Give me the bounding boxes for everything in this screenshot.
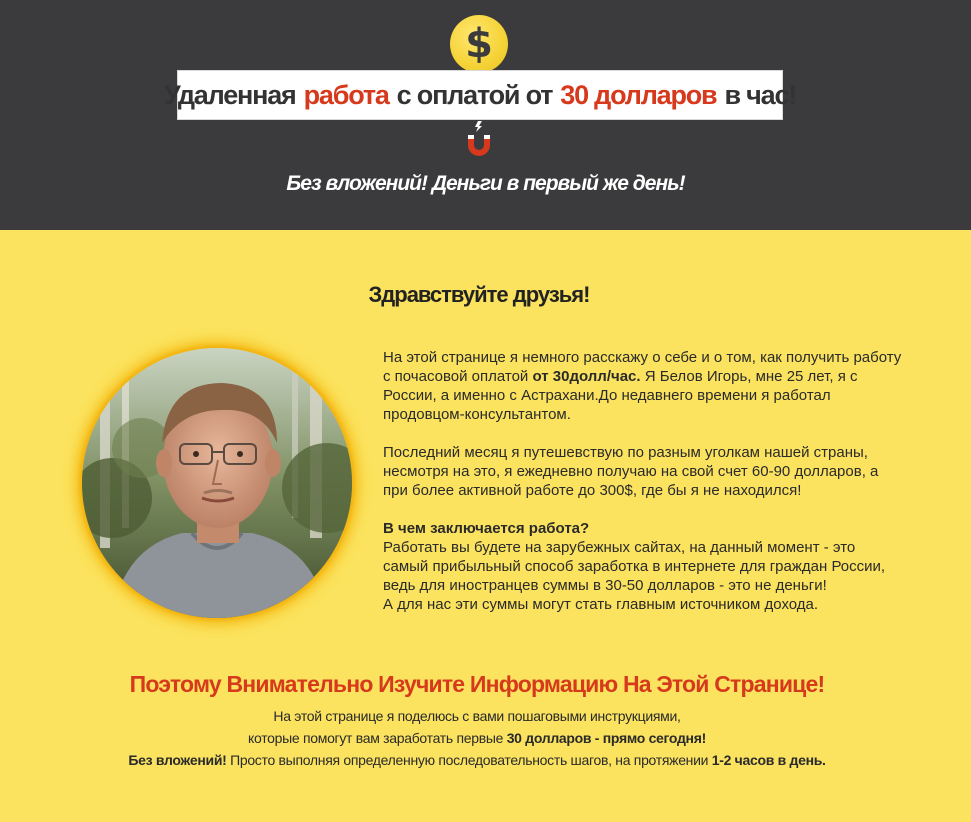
- intro-paragraph-1: [383, 348, 903, 424]
- headline-part-4: 30 долларов: [560, 79, 717, 110]
- header-subtitle: Без вложений! Деньги в первый же день!: [286, 172, 685, 195]
- cta-heading: Поэтому Внимательно Изучите Информацию На Этой Странице!: [129, 671, 825, 697]
- headline-box: [163, 70, 797, 120]
- cta-line-2: [0, 727, 954, 749]
- hourly-rate-highlight: от 30долл/час.: [532, 368, 641, 385]
- intro-paragraph-2: Последний месяц я путешевствую по разным уголкам нашей страны, несмотря на это, я ежедневно получаю на свой счет 60-90 долларов, а при более активной работе до 300$, где бы я не находился!: [383, 444, 879, 499]
- author-photo: [82, 348, 352, 618]
- cta-line-1: На этой странице я поделюсь с вами пошаговыми инструкциями,: [273, 708, 681, 724]
- headline-part-3: с оплатой от: [396, 79, 553, 110]
- intro-text: [383, 348, 903, 614]
- headline-part-1: Удаленная: [163, 79, 296, 110]
- cta-line-3: [0, 749, 954, 771]
- intro-paragraph-4: А для нас эти суммы могут стать главным источником дохода.: [383, 596, 819, 613]
- intro-paragraph-3: Работать вы будете на зарубежных сайтах, на данный момент - это самый прибыльный способ заработка в интернете для граждан России, ведь для иностранцев суммы в 30-50 долларов - это не деньги!: [383, 539, 886, 594]
- intro-paragraph-1-text-end: Я Белов Игорь, мне 25 лет, я с России, а именно с Астрахани.До недавнего времени я работал продовцом-консультантом.: [383, 368, 858, 423]
- header-banner: [0, 0, 971, 230]
- cta-line-3-highlight: Без вложений!: [128, 752, 227, 768]
- work-question: [383, 519, 903, 538]
- headline-part-2: работа: [303, 79, 389, 110]
- cta-line-3-highlight-2: 1-2 часов в день.: [711, 752, 826, 768]
- dollar-coin-icon: [450, 15, 508, 73]
- cta-line-2-text: которые помогут вам заработать первые: [248, 730, 507, 746]
- dollar-symbol: $: [465, 21, 493, 67]
- headline-part-5: в час!: [724, 79, 797, 110]
- magnet-icon: [464, 121, 494, 159]
- cta-line-3-text: Просто выполняя определенную последовательность шагов, на протяжении: [226, 752, 712, 768]
- intro-paragraph-1-text: На этой странице я немного расскажу о себе и о том, как получить работу с почасовой оплатой: [383, 349, 902, 385]
- greeting-heading: Здравствуйте друзья!: [368, 282, 590, 307]
- work-question-text: В чем заключается работа?: [383, 520, 590, 537]
- cta-line-2-highlight: 30 долларов - прямо сегодня!: [506, 730, 706, 746]
- cta-description: [0, 705, 954, 771]
